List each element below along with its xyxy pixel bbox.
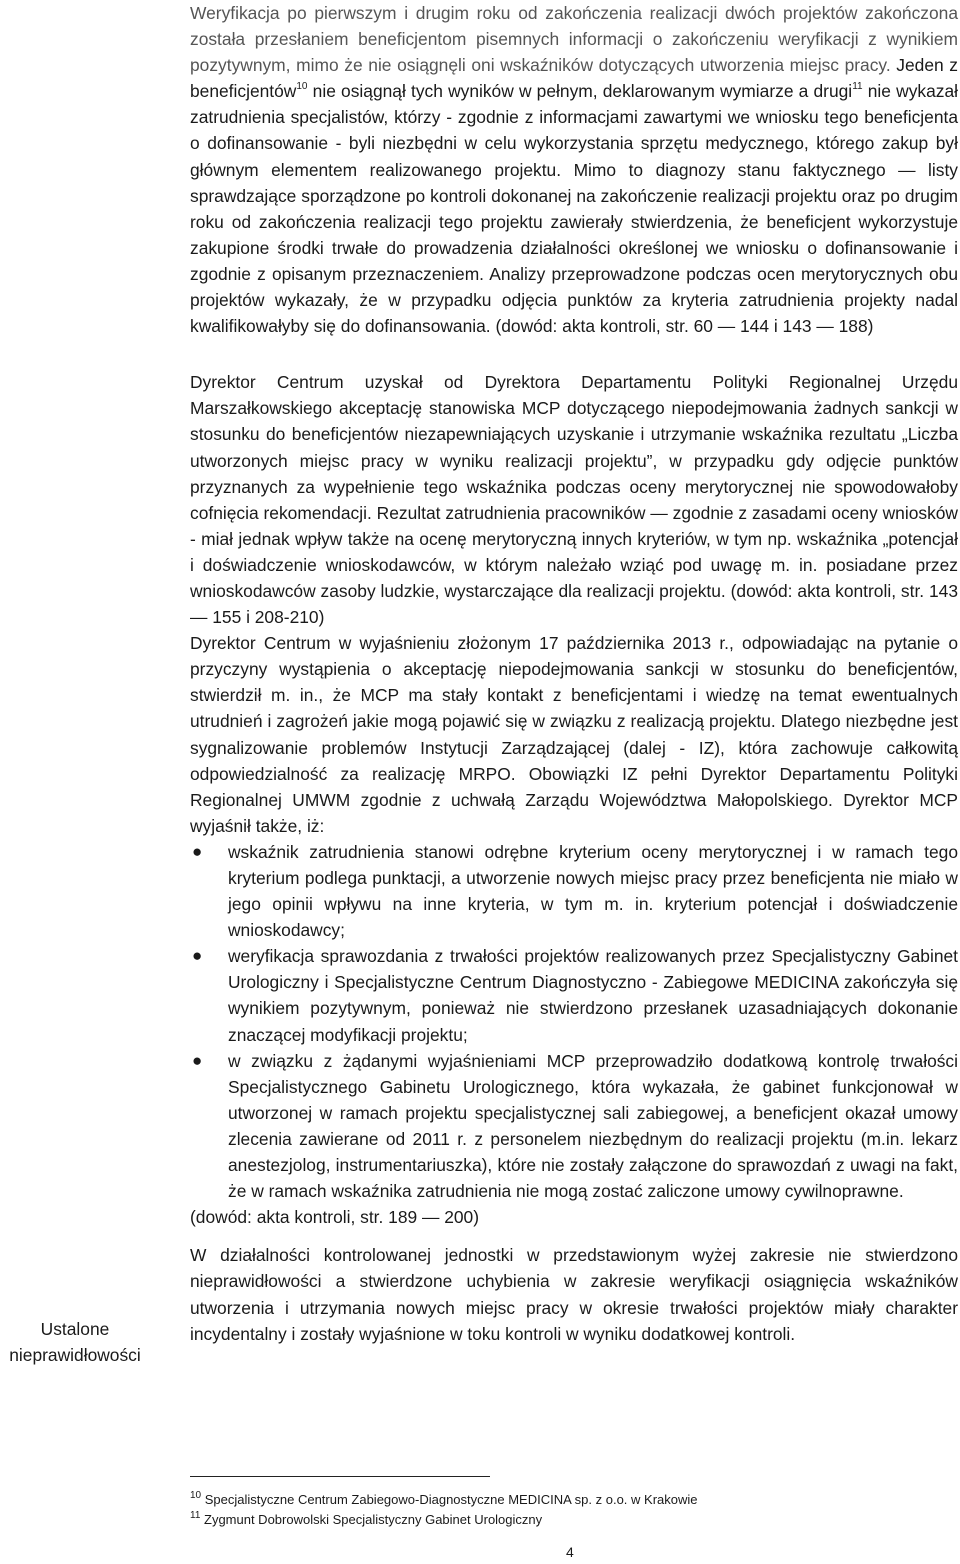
paragraph-verification (190, 0, 958, 339)
main-text-column (190, 0, 958, 1347)
text-grey-lead: Weryfikacja po pierwszym i drugim roku od zakończenia realizacji dwóch projektów zakończona została przesłaniem beneficjentom pisemnych informacji o zakończeniu weryfikacji z wynikiem pozytywnym, mimo że nie osiągnęli oni wskaźników dotyczących utworzenia miejsc pracy. (190, 3, 958, 76)
footnotes (190, 1490, 950, 1530)
footnote-10: $^{10}$ Specjalistyczne Centrum Zabiegowo-Diagnostyczne MEDICINA sp. z o.o. w Krakowie (190, 1489, 698, 1507)
bullet-icon: ● (192, 1050, 203, 1070)
text-run: nie osiągnął tych wyników w pełnym, deklarowanym wymiarze a drugi (307, 81, 853, 102)
footnote-ref-11: 11 (852, 81, 863, 93)
paragraph-conclusion: W działalności kontrolowanej jednostki w przedstawionym wyżej zakresie nie stwierdzono nieprawidłowości a stwierdzone uchybienia w zakresie weryfikacji osiągnięcia wskaźników utworzenia i utrzymania nowych miejsc pracy w okresie trwałości projektów miały charakter incydentalny i zostały wyjaśnione w toku kontroli w wyniku dodatkowej kontroli. (190, 1245, 958, 1344)
footnote-ref-10: 10 (296, 81, 308, 93)
text-run: nie wykazał zatrudnienia specjalistów, którzy - zgodnie z informacjami zawartymi we wniosku tego beneficjenta o dofinansowanie - byli niezbędni w celu wykorzystania sprzętu medycznego, którego zakup był głównym elementem realizowanego projektu. Mimo to diagnozy stanu faktycznego — listy sprawdzające sporządzone po kontroli dokonanej na zakończenie realizacji projektu oraz po drugim roku od zakończenia realizacji tego projektu zawierały stwierdzenia, że beneficjent wykorzystuje zakupione środki trwałe do prowadzenia działalności określonej we wniosku o dofinansowanie i zgodnie z opisanym przeznaczeniem. Analizy przeprowadzone podczas ocen merytorycznych obu projektów wykazały, że w przypadku odjęcia punktów za kryteria zatrudnienia projekty nadal kwalifikowałyby się do dofinansowania. (dowód: akta kontroli, str. 60 — 144 i 143 — 188) (190, 81, 958, 337)
paragraph-director-acceptance: Dyrektor Centrum uzyskał od Dyrektora Departamentu Polityki Regionalnej Urzędu Marszałkowskiego akceptację stanowiska MCP dotyczącego niepodejmowania żadnych sankcji w stosunku do beneficjentów niezapewniających uzyskanie i utrzymanie wskaźnika rezultatu „Liczba utworzonych miejsc pracy w wyniku realizacji projektu”, w przypadku gdy odjęcie punktów przyznanych za wypełnienie tego wskaźnika podczas oceny merytorycznej nie spowodowałoby cofnięcia rekomendacji. Rezultat zatrudnienia pracowników — zgodnie z zasadami oceny wniosków - miał jednak wpływ także na ocenę merytoryczną innych kryteriów, w tym np. wskaźnika „potencjał i doświadczenie wnioskodawców, w którym należało wziąć pod uwagę m. in. posiadane przez wnioskodawców zasoby ludzkie, wystarczające dla realizacji projektu. (dowód: akta kontroli, str. 143 — 155 i 208-210) (190, 372, 958, 628)
list-item: ● weryfikacja sprawozdania z trwałości projektów realizowanych przez Specjalistyczny Gabinet Urologiczny i Specjalistyczne Centrum Diagnostyczno - Zabiegowe MEDICINA zakończyła się wynikiem pozytywnym, ponieważ nie stwierdzono przesłanek uzasadniających dokonanie znaczącej modyfikacji projektu; (190, 943, 958, 1047)
side-label-line2: nieprawidłowości (9, 1345, 141, 1365)
evidence-note: (dowód: akta kontroli, str. 189 — 200) (190, 1207, 480, 1228)
list-item: ● wskaźnik zatrudnienia stanowi odrębne kryterium oceny merytorycznej i w ramach tego kryterium podlega punktacji, a utworzenie nowych miejsc pracy przez beneficjenta nie miało w jego opinii wpływu na inne kryteria, w tym m. in. kryterium potencjał i doświadczenie wnioskodawcy; (190, 839, 958, 943)
side-label-line1: Ustalone (40, 1319, 110, 1339)
bullet-icon: ● (192, 841, 203, 861)
bullet-icon: ● (192, 946, 203, 966)
page-number: 4 (566, 1544, 574, 1560)
explanation-list (190, 839, 958, 1204)
side-label (0, 1316, 150, 1368)
footnote-separator (190, 1476, 490, 1477)
footnote-11: $^{11}$ Zygmunt Dobrowolski Specjalistyczny Gabinet Urologiczny (190, 1509, 543, 1527)
list-item: ● w związku z żądanymi wyjaśnieniami MCP przeprowadziło dodatkową kontrolę trwałości Specjalistycznego Gabinetu Urologicznego, która wykazała, że gabinet funkcjonował w utworzonej w ramach projektu specjalistycznej sali zabiegowej, a beneficjent okazał umowy zlecenia zawierane od 2011 r. z personelem niezbędnym do realizacji projektu (m.in. lekarz anestezjolog, instrumentariuszka), które nie zostały załączone do sprawozdań z uwagi na fakt, że w ramach wskaźnika zatrudnienia nie mogą zostać zaliczone umowy cywilnoprawne. (190, 1048, 958, 1205)
text-run: Jeden z beneficjentów (190, 55, 958, 102)
paragraph-director-explanation: Dyrektor Centrum w wyjaśnieniu złożonym 17 października 2013 r., odpowiadając na pytanie o przyczyny wystąpienia o akceptację niepodejmowania sankcji w stosunku do beneficjentów, stwierdził m. in., że MCP ma stały kontakt z beneficjentami i wiedzę na temat ewentualnych utrudnień i zagrożeń jakie mogą pojawić się w związku z realizacją projektu. Dlatego niezbędne jest sygnalizowanie problemów Instytucji Zarządzającej (dalej - IZ), która zachowuje całkowitą odpowiedzialność za realizację MRPO. Obowiązki IZ pełni Dyrektor Departamentu Polityki Regionalnej UMWM zgodnie z uchwałą Zarządu Województwa Małopolskiego. Dyrektor MCP wyjaśnił także, iż: (190, 633, 958, 836)
